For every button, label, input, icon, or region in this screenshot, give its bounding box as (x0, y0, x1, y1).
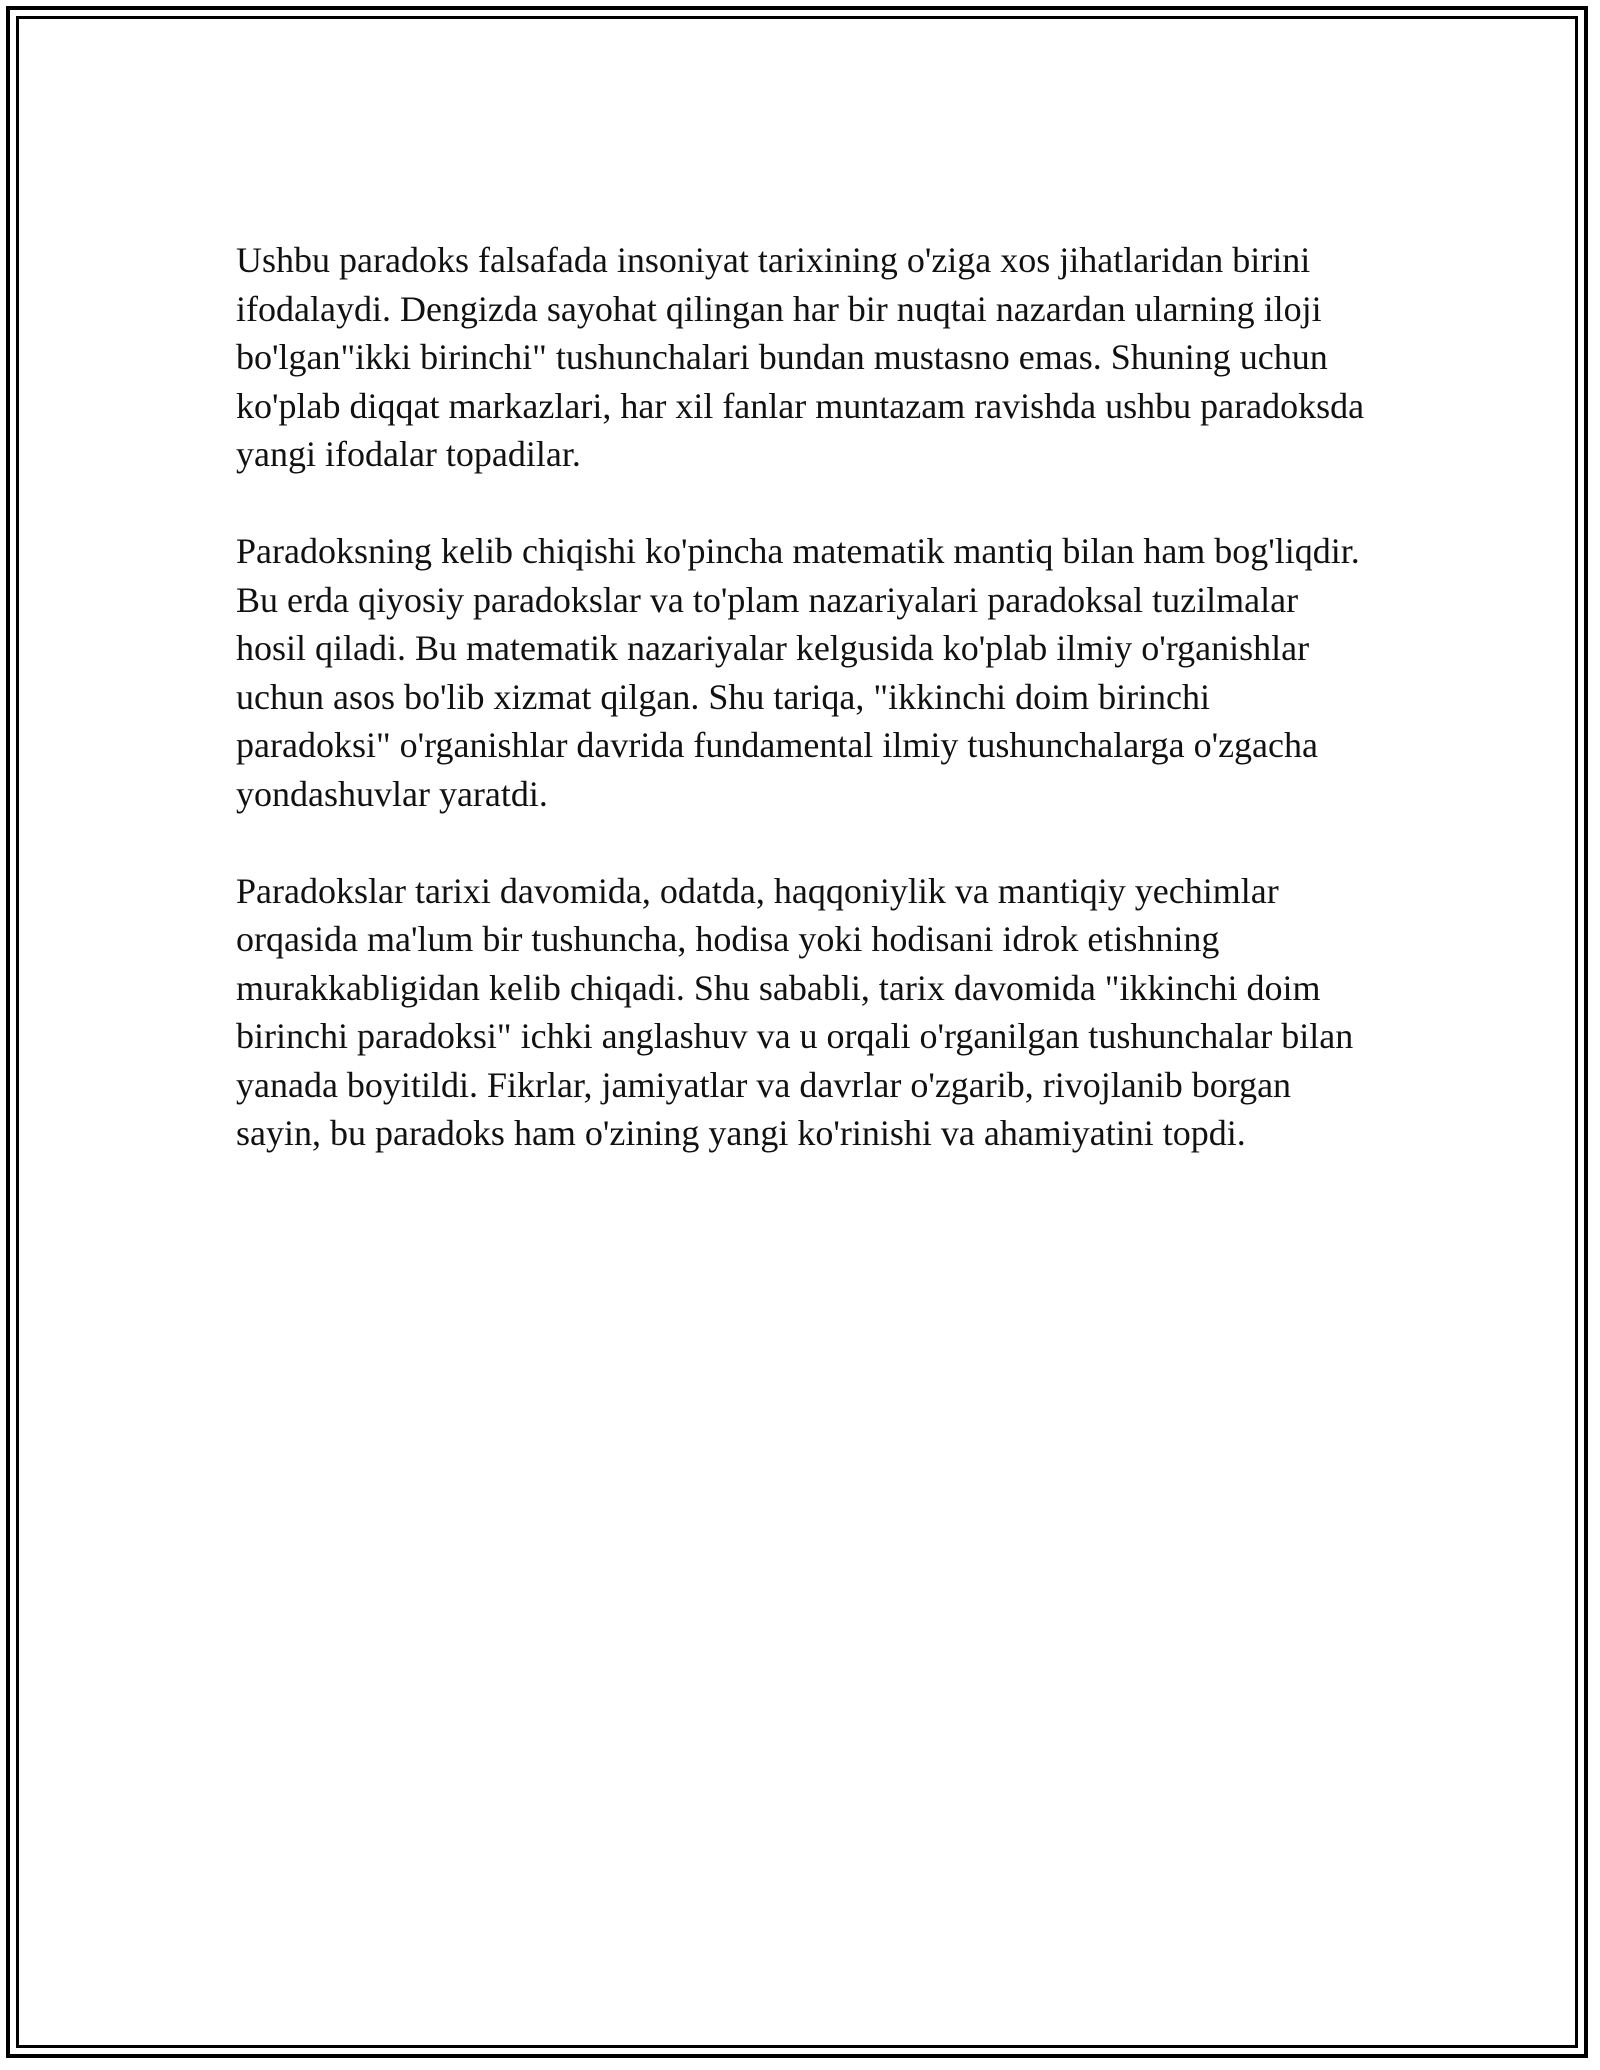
paragraph-2: Paradoksning kelib chiqishi ko'pincha matematik mantiq bilan ham bog'liqdir. Bu erda qiyosiy paradokslar va to'plam nazariyalari paradoksal tuzilmalar hosil qiladi. Bu matematik nazariyalar kelgusida ko'plab ilmiy o'rganishlar uchun asos bo'lib xizmat qilgan. Shu tariqa, "ikkinchi doim birinchi paradoksi" o'rganishlar davrida fundamental ilmiy tushunchalarga o'zgacha yondashuvlar yaratdi. (236, 531, 1360, 814)
document-body (236, 236, 1366, 1206)
paragraph-1: Ushbu paradoks falsafada insoniyat tarixining o'ziga xos jihatlaridan birini ifodalaydi. Dengizda sayohat qilingan har bir nuqtai nazardan ularning iloji bo'lgan"ikki birinchi" tushunchalari bundan mustasno emas. Shuning uchun ko'plab diqqat markazlari, har xil fanlar muntazam ravishda ushbu paradoksda yangi ifodalar topadilar. (236, 240, 1365, 474)
paragraph-3: Paradokslar tarixi davomida, odatda, haqqoniylik va mantiqiy yechimlar orqasida ma'lum bir tushuncha, hodisa yoki hodisani idrok etishning murakkabligidan kelib chiqadi. Shu sababli, tarix davomida "ikkinchi doim birinchi paradoksi" ichki anglashuv va u orqali o'rganilgan tushunchalar bilan yanada boyitildi. Fikrlar, jamiyatlar va davrlar o'zgarib, rivojlanib borgan sayin, bu paradoks ham o'zining yangi ko'rinishi va ahamiyatini topdi. (236, 870, 1354, 1153)
